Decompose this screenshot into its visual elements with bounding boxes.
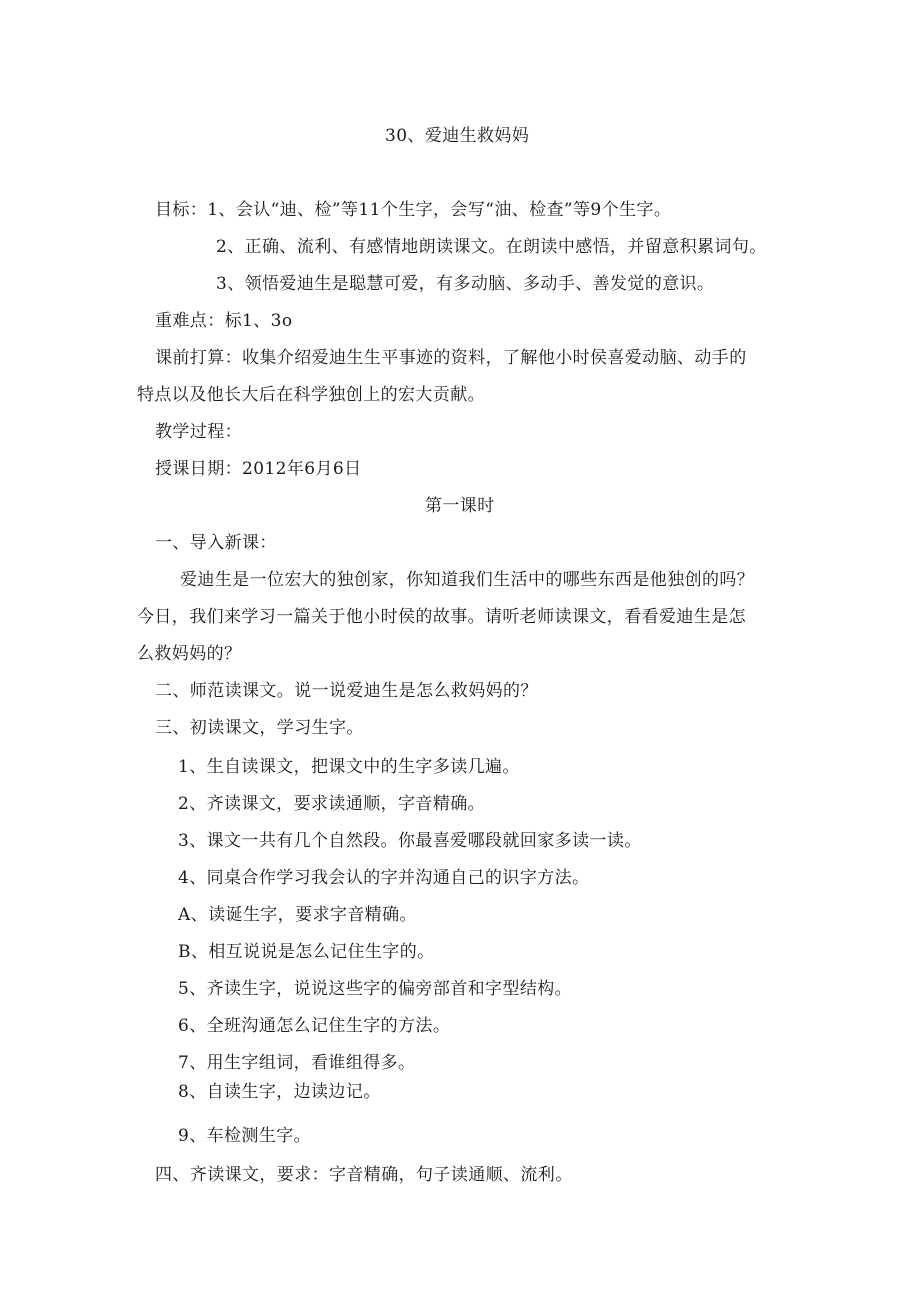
section-3-item: 1、生自读课文，把课文中的生字多读几遍。: [178, 757, 520, 777]
key-points: 重难点：标1、3o: [155, 311, 293, 331]
preparation-line-1: 课前打算：收集介绍爱迪生生平事迹的资料，了解他小时侯喜爱动脑、动手的: [155, 348, 747, 368]
section-3-item: 3、课文一共有几个自然段。你最喜爱哪段就回家多读一读。: [178, 831, 642, 851]
lesson-date: 授课日期：2012年6月6日: [155, 459, 362, 479]
section-3-item: B、相互说说是怎么记住生字的。: [178, 942, 435, 962]
section-3-item: 9、车检测生字。: [178, 1126, 312, 1146]
section-3-item: A、读诞生字，要求字音精确。: [178, 905, 417, 925]
section-2-heading: 二、师范读课文。说一说爱迪生是怎么救妈妈的？: [155, 681, 538, 701]
document-title: 30、爱迪生救妈妈: [385, 126, 530, 146]
section-1-heading: 一、导入新课：: [155, 533, 277, 553]
teaching-process-label: 教学过程：: [155, 422, 242, 442]
section-3-item: 7、用生字组词，看谁组得多。: [178, 1053, 416, 1073]
lesson-heading: 第一课时: [425, 496, 495, 516]
section-3-item: 4、同桌合作学习我会认的字并沟通自己的识字方法。: [178, 868, 590, 888]
section-3-heading: 三、初读课文，学习生字。: [155, 718, 364, 738]
section-3-item: 6、全班沟通怎么记住生字的方法。: [178, 1016, 451, 1036]
section-4-heading: 四、齐读课文，要求：字音精确，句子读通顺、流利。: [155, 1165, 573, 1185]
section-3-item: 2、齐读课文，要求读通顺，字音精确。: [178, 794, 486, 814]
preparation-line-2: 特点以及他长大后在科学独创上的宏大贡献。: [137, 385, 485, 405]
section-1-para-line-1: 爱迪生是一位宏大的独创家，你知道我们生活中的哪些东西是他独创的吗？: [180, 570, 755, 590]
objectives-line-2: 2、正确、流利、有感情地朗读课文。在朗读中感悟，并留意积累词句。: [216, 237, 767, 257]
section-3-item: 5、齐读生字，说说这些字的偏旁部首和字型结构。: [178, 979, 573, 999]
section-1-para-line-2: 今日，我们来学习一篇关于他小时侯的故事。请听老师读课文，看看爱迪生是怎: [137, 607, 746, 627]
section-1-para-line-3: 么救妈妈的？: [137, 644, 242, 664]
objectives-line-1: 目标：1、会认“迪、检”等11个生字，会写“油、检查”等9个生字。: [155, 200, 672, 220]
section-3-item: 8、自读生字，边读边记。: [178, 1082, 381, 1102]
objectives-line-3: 3、领悟爱迪生是聪慧可爱，有多动脑、多动手、善发觉的意识。: [216, 274, 715, 294]
